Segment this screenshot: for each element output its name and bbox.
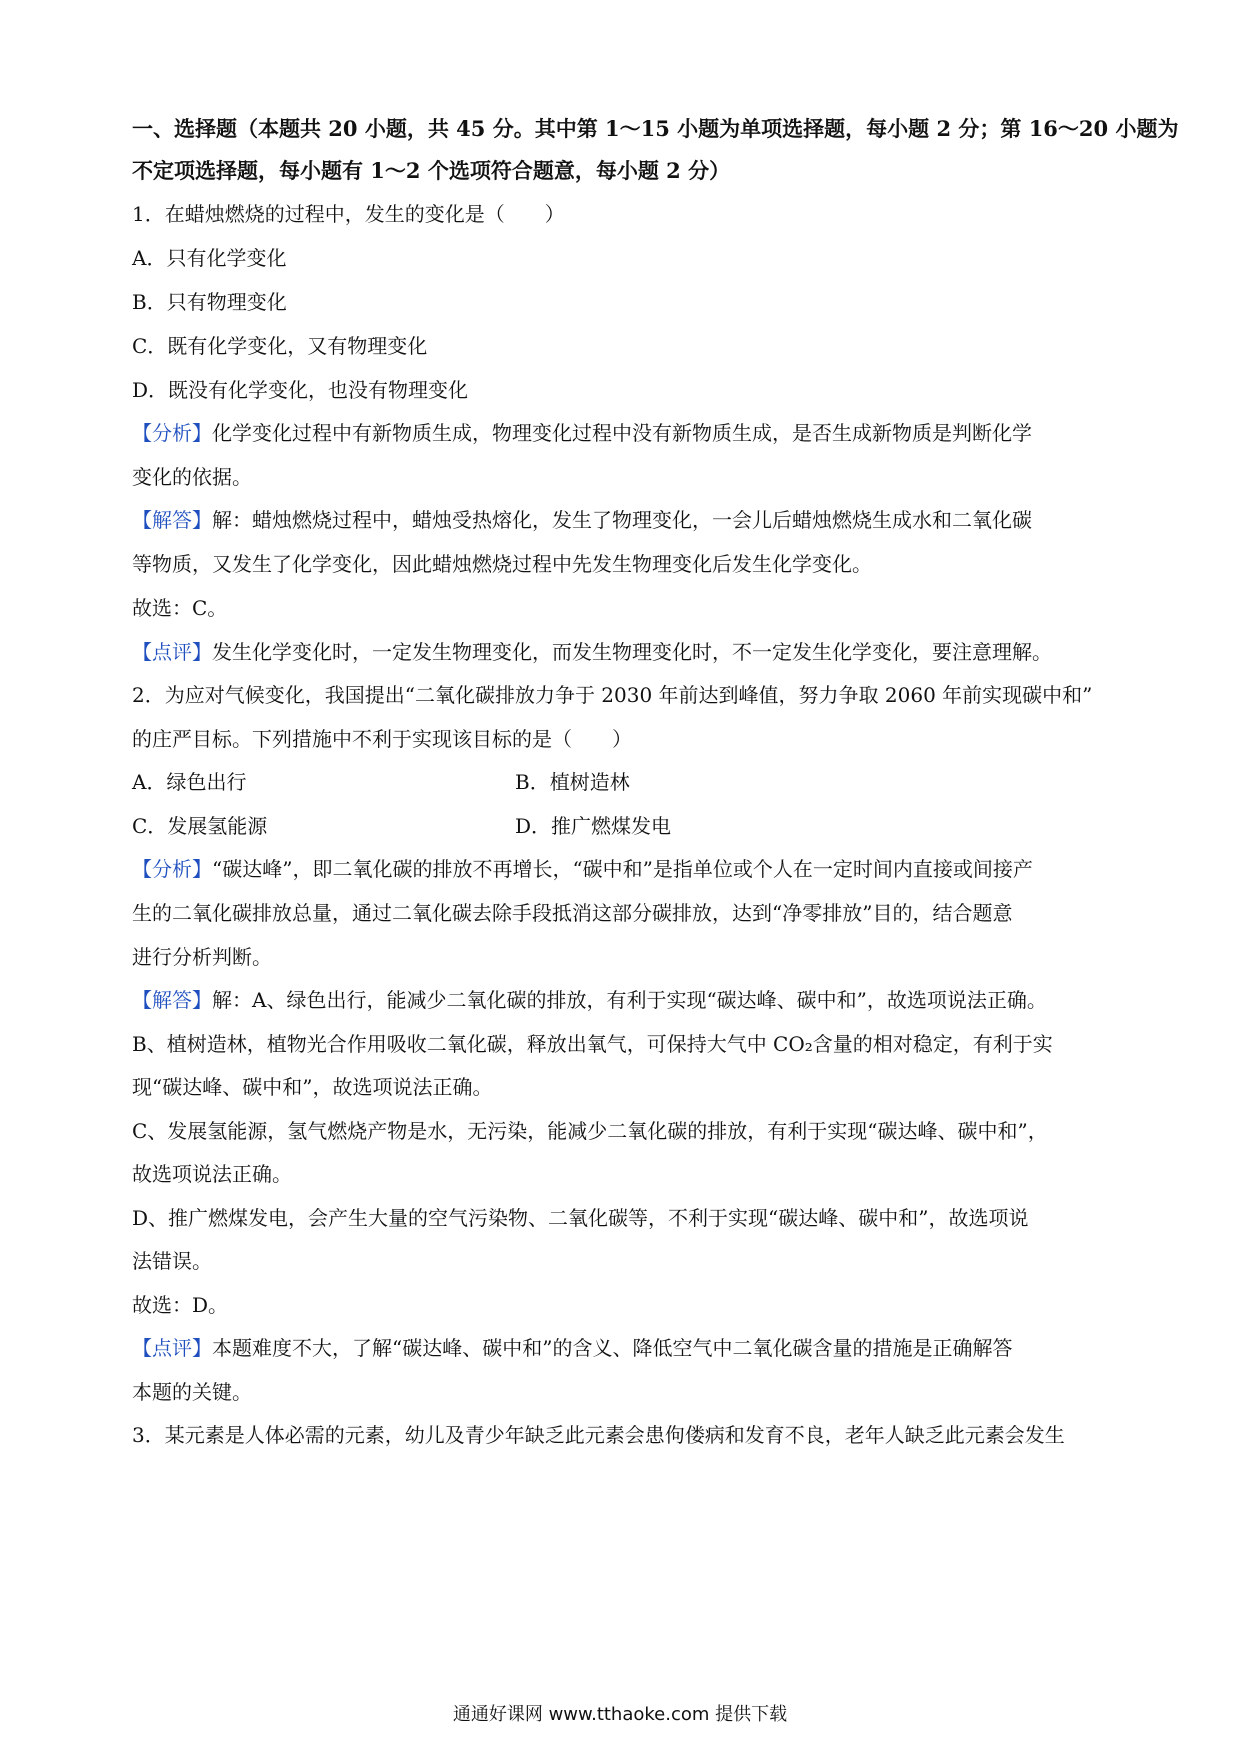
q1-comment <box>132 638 1052 666</box>
q1-stem: 1．在蜡烛燃烧的过程中，发生的变化是（ ） <box>132 202 565 226</box>
q2-answer-line1 <box>132 986 1047 1014</box>
q1-option-a: A．只有化学变化 <box>132 246 287 270</box>
q1-option-d: D．既没有化学变化，也没有物理变化 <box>132 378 469 402</box>
analysis-tag: 【分析】 <box>132 421 212 445</box>
q1-answer-line1 <box>132 506 1032 534</box>
q2-answer-line4: C、发展氢能源，氢气燃烧产物是水，无污染，能减少二氧化碳的排放，有利于实现“碳达峰、碳中和”， <box>132 1119 1048 1143</box>
q2-analysis-line1 <box>132 855 1033 883</box>
q2-answer-line2: B、植树造林，植物光合作用吸收二氧化碳，释放出氧气，可保持大气中 CO₂含量的相对稳定，有利于实 <box>132 1032 1053 1056</box>
q2-comment-text: 本题难度不大，了解“碳达峰、碳中和”的含义、降低空气中二氧化碳含量的措施是正确解答 <box>212 1336 1013 1360</box>
q1-answer-text: 解：蜡烛燃烧过程中，蜡烛受热熔化，发生了物理变化，一会儿后蜡烛燃烧生成水和二氧化碳 <box>212 508 1032 532</box>
page-footer: 通通好课网 www.tthaoke.com 提供下载 <box>452 1704 788 1725</box>
q1-analysis-text: 化学变化过程中有新物质生成，物理变化过程中没有新物质生成，是否生成新物质是判断化学 <box>212 421 1032 445</box>
q1-analysis-line2: 变化的依据。 <box>132 465 252 489</box>
analysis-tag: 【分析】 <box>132 857 212 881</box>
q2-analysis-line2: 生的二氧化碳排放总量，通过二氧化碳去除手段抵消这部分碳排放，达到“净零排放”目的，结合题意 <box>132 901 1013 925</box>
q2-answer-line6: D、推广燃煤发电，会产生大量的空气污染物、二氧化碳等，不利于实现“碳达峰、碳中和”，故选项说 <box>132 1206 1029 1230</box>
q2-comment-line1 <box>132 1334 1012 1362</box>
q2-option-b: B．植树造林 <box>515 770 630 794</box>
section-heading-line2: 不定项选择题，每小题有 1～2 个选项符合题意，每小题 2 分） <box>132 158 731 183</box>
section-heading-line1: 一、选择题（本题共 20 小题，共 45 分。其中第 1～15 小题为单项选择题，每小题 2 分；第 16～20 小题为 <box>132 116 1179 141</box>
answer-tag: 【解答】 <box>132 988 212 1012</box>
q2-answer-text: 解：A、绿色出行，能减少二氧化碳的排放，有利于实现“碳达峰、碳中和”，故选项说法正确。 <box>212 988 1047 1012</box>
q1-option-c: C．既有化学变化，又有物理变化 <box>132 334 428 358</box>
q3-stem-line1: 3．某元素是人体必需的元素，幼儿及青少年缺乏此元素会患佝偻病和发育不良，老年人缺乏此元素会发生 <box>132 1423 1065 1447</box>
q2-stem-line1: 2．为应对气候变化，我国提出“二氧化碳排放力争于 2030 年前达到峰值，努力争取 2060 年前实现碳中和” <box>132 683 1093 707</box>
q1-option-b: B．只有物理变化 <box>132 290 287 314</box>
q2-stem-line2: 的庄严目标。下列措施中不利于实现该目标的是（ ） <box>132 727 632 751</box>
q2-comment-line2: 本题的关键。 <box>132 1380 252 1404</box>
q2-option-c: C．发展氢能源 <box>132 814 268 838</box>
q1-comment-text: 发生化学变化时，一定发生物理变化，而发生物理变化时，不一定发生化学变化，要注意理解。 <box>212 640 1052 664</box>
q2-option-d: D．推广燃煤发电 <box>515 814 672 838</box>
q2-answer-line3: 现“碳达峰、碳中和”，故选项说法正确。 <box>132 1075 493 1099</box>
q1-analysis-line1 <box>132 419 1032 447</box>
answer-tag: 【解答】 <box>132 508 212 532</box>
q2-answer-line7: 法错误。 <box>132 1249 212 1273</box>
q2-analysis-line3: 进行分析判断。 <box>132 945 272 969</box>
q2-option-a: A．绿色出行 <box>132 770 247 794</box>
q2-analysis-text: “碳达峰”，即二氧化碳的排放不再增长，“碳中和”是指单位或个人在一定时间内直接或间接产 <box>212 857 1033 881</box>
comment-tag: 【点评】 <box>132 1336 212 1360</box>
q2-choice: 故选：D。 <box>132 1293 229 1317</box>
q1-choice: 故选：C。 <box>132 596 228 620</box>
q2-answer-line5: 故选项说法正确。 <box>132 1162 292 1186</box>
q1-answer-line2: 等物质，又发生了化学变化，因此蜡烛燃烧过程中先发生物理变化后发生化学变化。 <box>132 552 872 576</box>
comment-tag: 【点评】 <box>132 640 212 664</box>
